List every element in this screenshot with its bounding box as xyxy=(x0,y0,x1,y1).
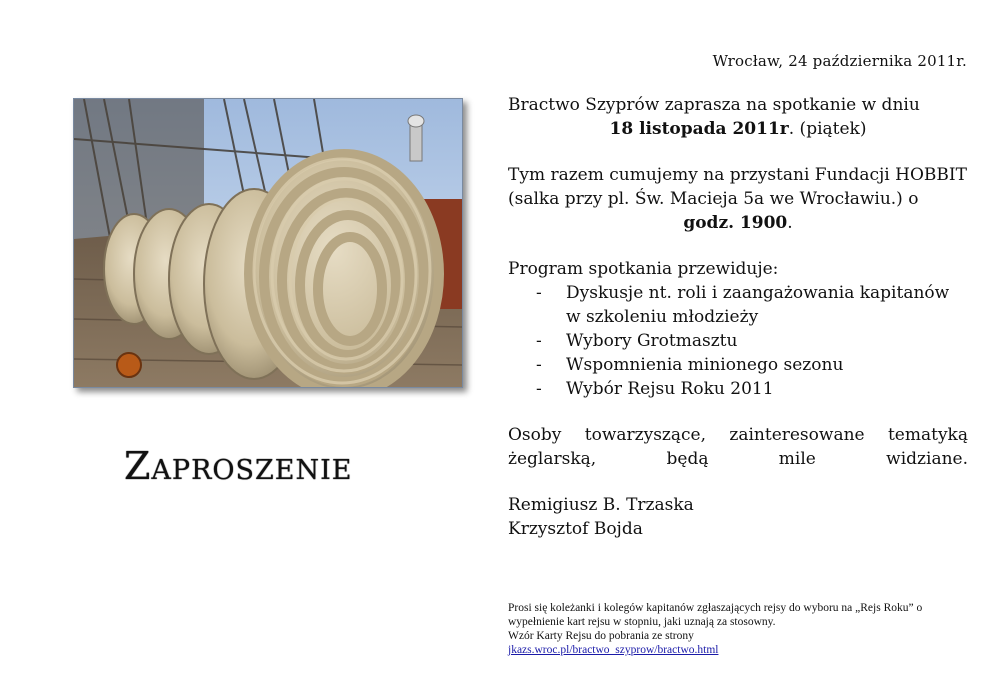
list-item xyxy=(508,329,968,353)
coiled-ropes-image xyxy=(74,99,462,387)
meeting-time-tail: . xyxy=(787,213,793,233)
list-item xyxy=(508,281,968,329)
list-item-text: Wybór Rejsu Roku 2011 xyxy=(566,379,774,399)
footnote-line2: Wzór Karty Rejsu do pobrania ze strony xyxy=(508,630,694,642)
list-item-text: Dyskusje nt. roli i zaangażowania kapitanów w szkoleniu młodzieży xyxy=(566,283,950,327)
meeting-time-prefix: godz. 19 xyxy=(683,213,764,233)
document-date: Wrocław, 24 października 2011r. xyxy=(712,52,967,70)
footnote xyxy=(508,601,968,657)
signature-1: Remigiusz B. Trzaska xyxy=(508,495,694,515)
invite-line: Bractwo Szyprów zaprasza na spotkanie w dniu xyxy=(508,95,920,115)
meeting-time-suffix: 00 xyxy=(763,213,788,233)
footnote-text: Prosi się koleżanki i kolegów kapitanów zgłaszających rejsy do wyboru na „Rejs Roku” o wypełnienie kart rejsu w stopniu, jaki uznają za stosowny. xyxy=(508,602,923,628)
list-item-text: Wspomnienia minionego sezonu xyxy=(566,355,844,375)
list-dash: - xyxy=(536,331,542,351)
meeting-time xyxy=(508,211,968,235)
program-list xyxy=(508,281,968,401)
invitation-body xyxy=(508,93,968,541)
list-dash: - xyxy=(536,355,542,375)
signature-2: Krzysztof Bojda xyxy=(508,519,643,539)
program-heading: Program spotkania przewiduje: xyxy=(508,259,779,279)
cruise-card-link[interactable]: jkazs.wroc.pl/bractwo_szyprow/bractwo.html xyxy=(508,644,719,656)
list-item xyxy=(508,353,968,377)
list-dash: - xyxy=(536,283,542,303)
list-item-text: Wybory Grotmasztu xyxy=(566,331,738,351)
meeting-date-bold: 18 listopada 2011r xyxy=(609,119,789,139)
list-item xyxy=(508,377,968,401)
companions-note: Osoby towarzyszące, zainteresowane tematyką żeglarską, będą mile widziane. xyxy=(508,425,968,469)
list-dash: - xyxy=(536,379,542,399)
meeting-date xyxy=(508,117,968,141)
meeting-date-tail: . (piątek) xyxy=(788,119,867,139)
ropes-photo xyxy=(73,98,463,388)
location-text: Tym razem cumujemy na przystani Fundacji HOBBIT (salka przy pl. Św. Macieja 5a we Wrocławiu.) o xyxy=(508,165,967,209)
invitation-title: Zaproszenie xyxy=(124,444,353,488)
